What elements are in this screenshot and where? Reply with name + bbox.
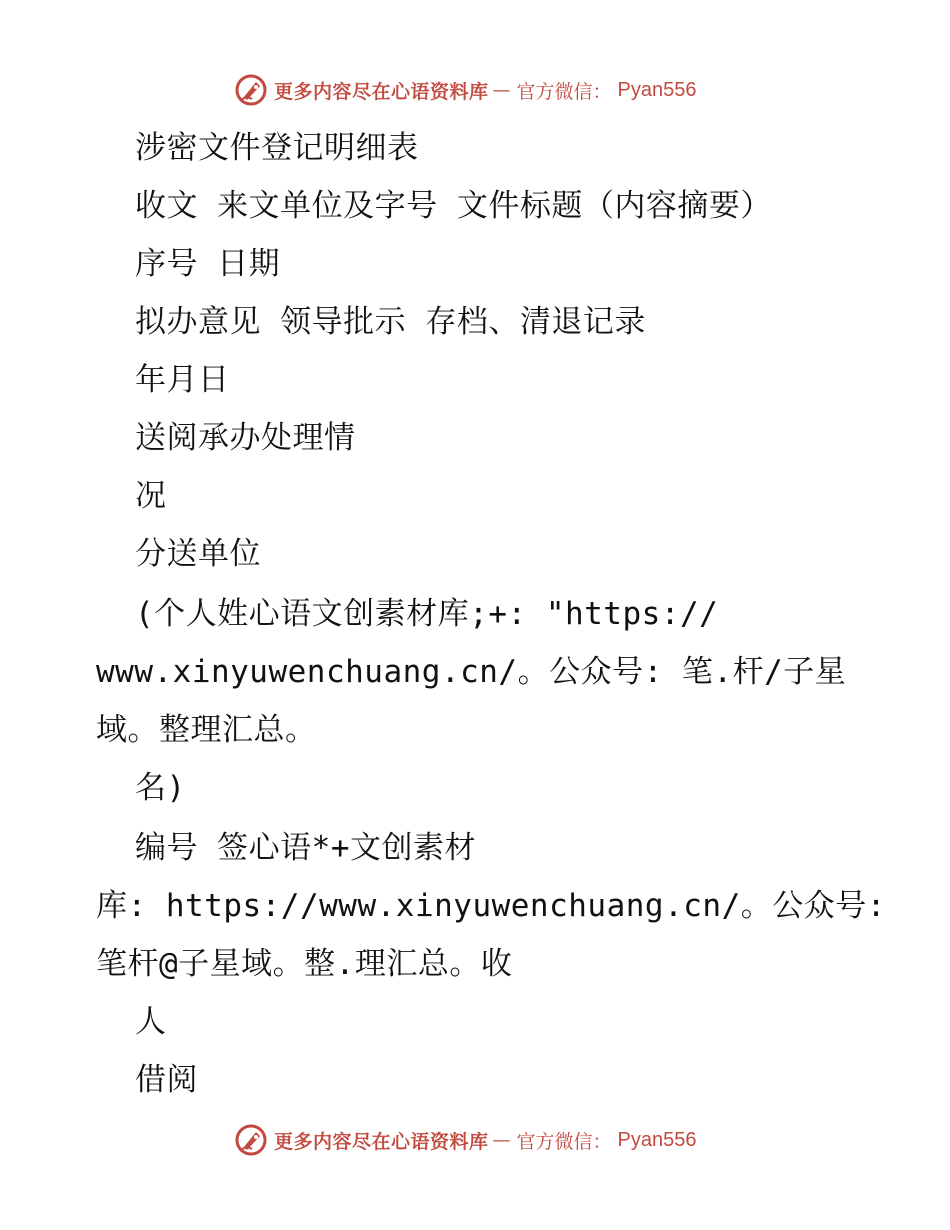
pen-nib-logo-icon: [234, 73, 268, 107]
header-banner: [234, 72, 697, 108]
banner-separator: —: [492, 1129, 511, 1151]
banner-wechat-label: 官方微信：: [516, 80, 612, 103]
document-title: 涉密文件登记明细表: [135, 130, 419, 166]
text-line: www.xinyuwenchuang.cn/。公众号: 笔.杆/子星: [96, 654, 847, 690]
text-line: 域。整理汇总。: [96, 712, 317, 748]
banner-wechat-label: 官方微信：: [516, 1130, 612, 1153]
text-line: 借阅: [135, 1062, 198, 1098]
banner-promo-text: 更多内容尽在心语资料库: [274, 80, 489, 103]
text-line: (个人姓心语文创素材库;+: "https://: [135, 596, 719, 632]
text-line: 人: [135, 1004, 167, 1040]
footer-banner: [234, 1122, 697, 1158]
text-line: 笔杆@子星域。整.理汇总。收: [96, 946, 513, 982]
pen-nib-logo-icon: [234, 1123, 268, 1157]
text-line: 况: [135, 478, 167, 514]
banner-promo-text: 更多内容尽在心语资料库: [274, 1130, 489, 1153]
banner-wechat-id: Pyan556: [617, 1128, 697, 1151]
banner-wechat-id: Pyan556: [617, 78, 697, 101]
text-line: 库: https://www.xinyuwenchuang.cn/。公众号:: [96, 888, 886, 924]
banner-separator: —: [492, 79, 511, 101]
text-line: 送阅承办处理情: [135, 420, 356, 456]
text-line: 序号 日期: [135, 246, 281, 282]
text-line: 年月日: [135, 362, 230, 398]
text-line: 收文 来文单位及字号 文件标题（内容摘要）: [135, 188, 772, 224]
text-line: 编号 签心语*+文创素材: [135, 830, 476, 866]
text-line: 分送单位: [135, 536, 261, 572]
text-line: 拟办意见 领导批示 存档、清退记录: [135, 304, 646, 340]
text-line: 名): [135, 770, 186, 806]
